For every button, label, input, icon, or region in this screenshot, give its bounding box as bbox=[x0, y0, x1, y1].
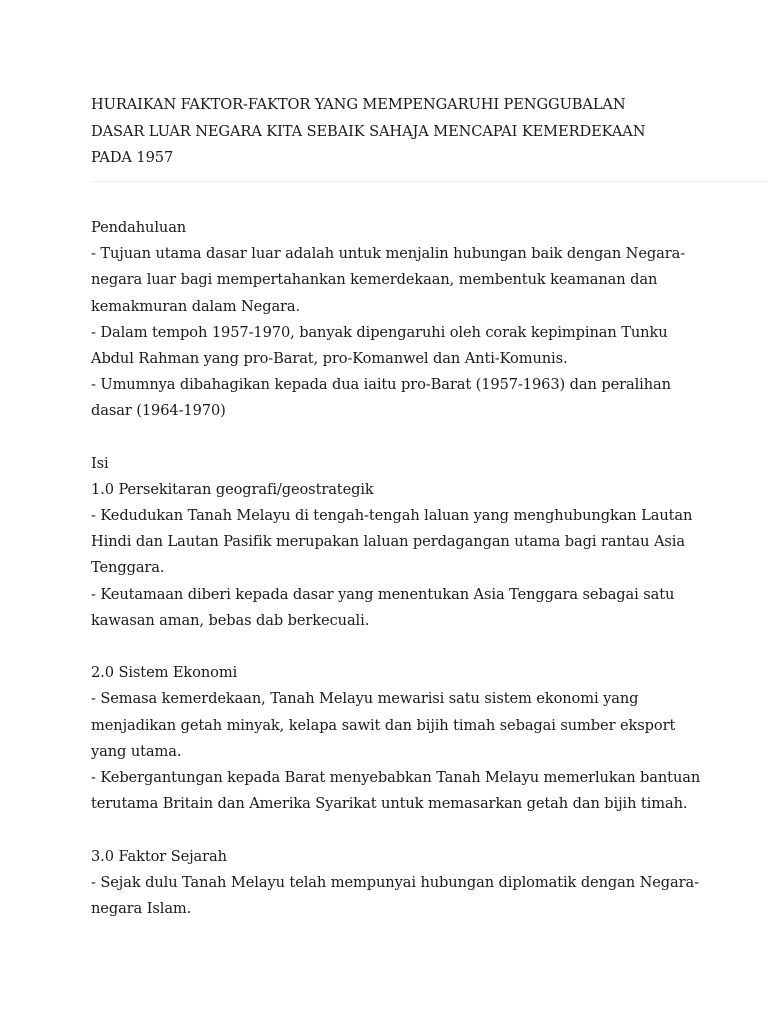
title-line: DASAR LUAR NEGARA KITA SEBAIK SAHAJA MENCAPAI KEMERDEKAAN bbox=[91, 122, 646, 140]
paragraph-gap bbox=[91, 817, 691, 843]
intro-line: Abdul Rahman yang pro-Barat, pro-Komanwel dan Anti-Komunis. bbox=[91, 349, 568, 367]
intro-line: dasar (1964-1970) bbox=[91, 402, 226, 420]
section-1-line: Hindi dan Lautan Pasifik merupakan laluan perdagangan utama bagi rantau Asia bbox=[91, 533, 685, 551]
title-divider bbox=[91, 181, 768, 182]
intro-line: - Umumnya dibahagikan kepada dua iaitu pro-Barat (1957-1963) dan peralihan bbox=[91, 376, 671, 394]
document-page bbox=[91, 92, 691, 172]
section-2-line: - Kebergantungan kepada Barat menyebabkan Tanah Melayu memerlukan bantuan bbox=[91, 768, 701, 786]
document-body bbox=[91, 215, 701, 922]
intro-section bbox=[91, 215, 691, 425]
title-line: PADA 1957 bbox=[91, 149, 174, 166]
section-1-line: - Keutamaan diberi kepada dasar yang menentukan Asia Tenggara sebagai satu bbox=[91, 585, 675, 603]
section-3-line: negara Islam. bbox=[91, 899, 192, 917]
section-3-heading: 3.0 Faktor Sejarah bbox=[91, 847, 227, 865]
intro-line: negara luar bagi mempertahankan kemerdekaan, membentuk keamanan dan bbox=[91, 271, 658, 289]
intro-line: - Tujuan utama dasar luar adalah untuk menjalin hubungan baik dengan Negara- bbox=[91, 245, 686, 263]
intro-heading: Pendahuluan bbox=[91, 219, 187, 236]
section-3-line: - Sejak dulu Tanah Melayu telah mempunyai hubungan diplomatik dengan Negara- bbox=[91, 873, 699, 891]
intro-line: - Dalam tempoh 1957-1970, banyak dipengaruhi oleh corak kepimpinan Tunku bbox=[91, 323, 668, 341]
title-line: HURAIKAN FAKTOR-FAKTOR YANG MEMPENGARUHI PENGGUBALAN bbox=[91, 96, 626, 113]
section-1-line: - Kedudukan Tanah Melayu di tengah-tengah laluan yang menghubungkan Lautan bbox=[91, 507, 693, 525]
section-2-line: terutama Britain dan Amerika Syarikat untuk memasarkan getah dan bijih timah. bbox=[91, 795, 688, 813]
section-2-line: - Semasa kemerdekaan, Tanah Melayu mewarisi satu sistem ekonomi yang bbox=[91, 690, 639, 708]
document-title bbox=[91, 92, 691, 172]
isi-section bbox=[91, 451, 691, 634]
paragraph-gap bbox=[91, 634, 691, 660]
paragraph-gap bbox=[91, 425, 691, 451]
section-2-heading: 2.0 Sistem Ekonomi bbox=[91, 664, 238, 682]
isi-heading: Isi bbox=[91, 454, 109, 472]
intro-line: kemakmuran dalam Negara. bbox=[91, 297, 301, 315]
section-2-line: yang utama. bbox=[91, 742, 182, 760]
section-1-heading: 1.0 Persekitaran geografi/geostrategik bbox=[91, 480, 374, 498]
section-2-line: menjadikan getah minyak, kelapa sawit dan bijih timah sebagai sumber eksport bbox=[91, 716, 676, 734]
section-1-line: Tenggara. bbox=[91, 559, 165, 577]
section-3 bbox=[91, 844, 699, 923]
section-1-line: kawasan aman, bebas dab berkecuali. bbox=[91, 611, 370, 629]
section-2 bbox=[91, 660, 701, 817]
